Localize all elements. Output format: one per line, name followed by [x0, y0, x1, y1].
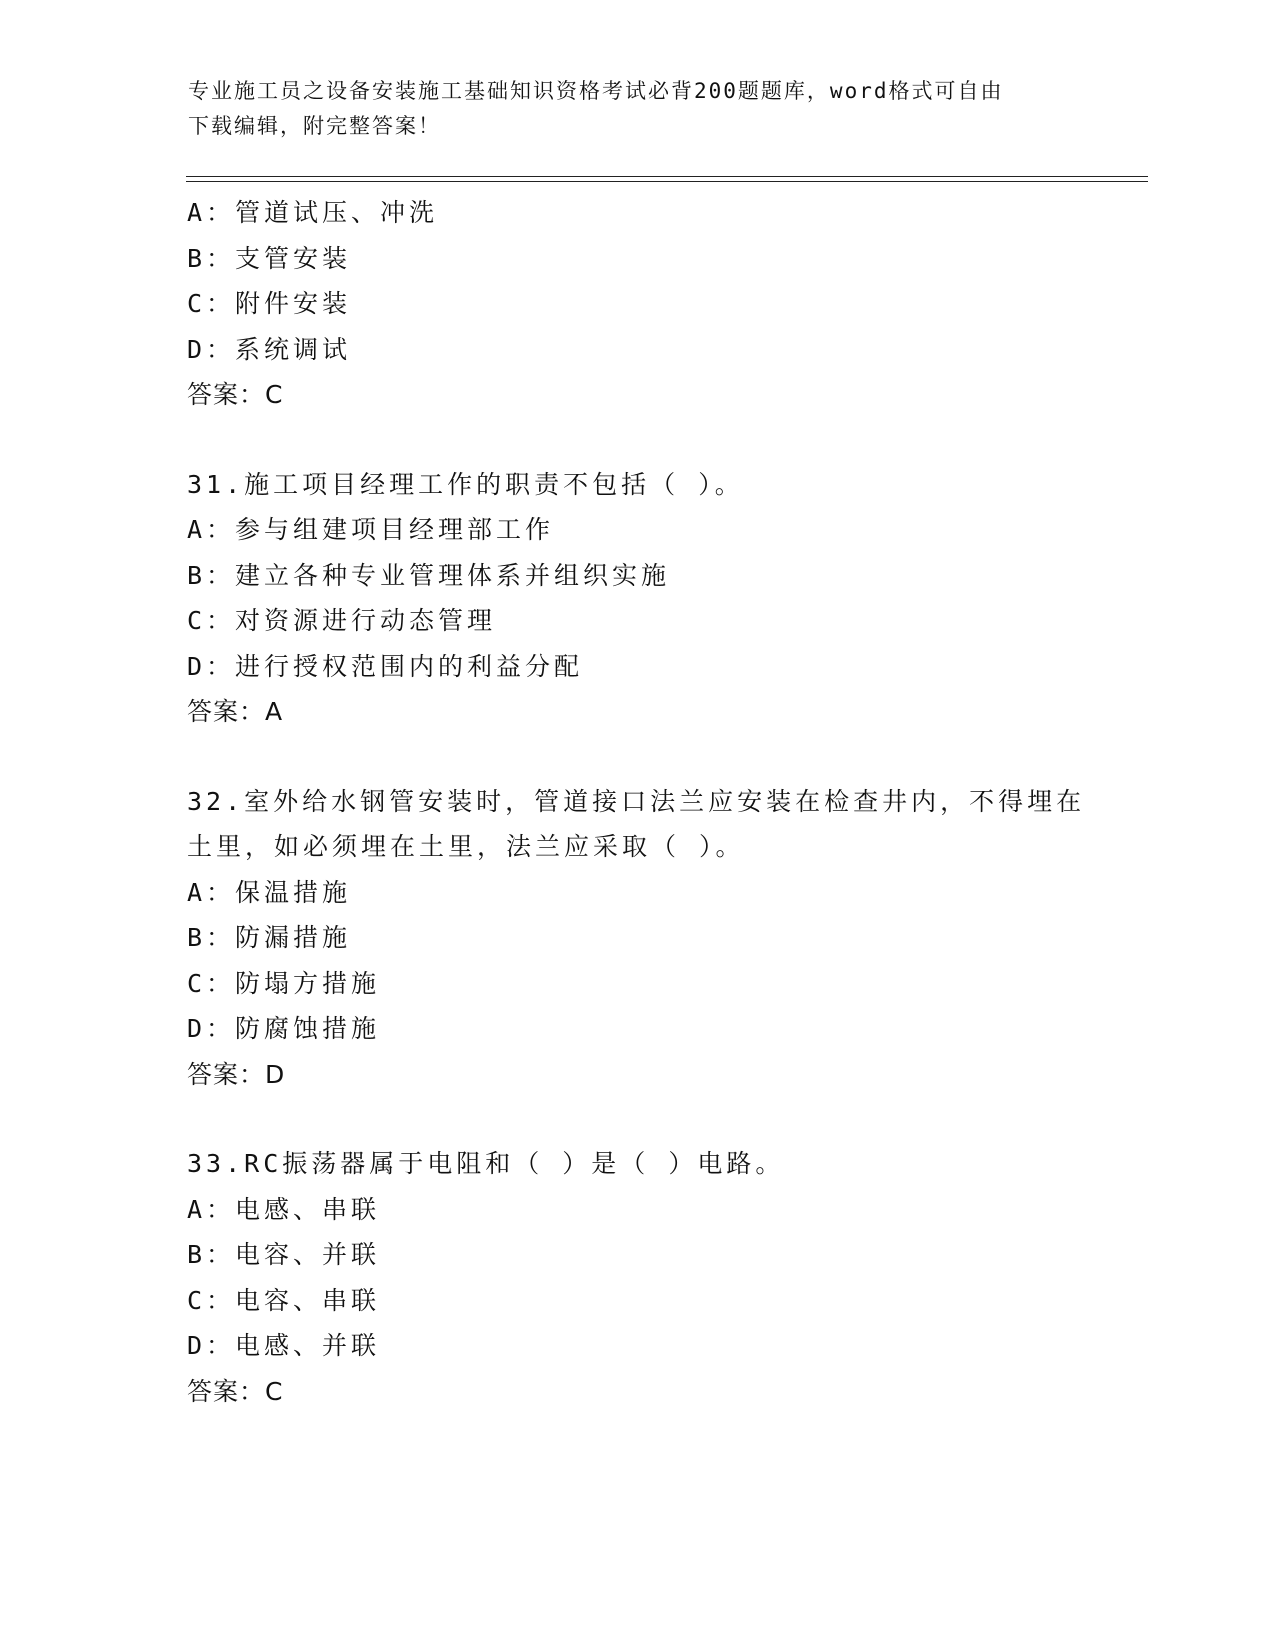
- answer: 答案：C: [187, 380, 284, 409]
- answer: 答案：A: [187, 697, 284, 726]
- option-b: B：电容、并联: [187, 1240, 381, 1269]
- option-c: C：电容、串联: [187, 1285, 381, 1315]
- question-text: 31.施工项目经理工作的职责不包括（ ）。: [187, 469, 744, 499]
- option-b: B：建立各种专业管理体系并组织实施: [187, 560, 671, 590]
- question-list: [187, 190, 1137, 1458]
- question-text: 33.RC振荡器属于电阻和（ ）是（ ）电路。: [187, 1149, 785, 1178]
- question-block-33: [187, 1141, 1137, 1414]
- header-line-1: 专业施工员之设备安装施工基础知识资格考试必背200题题库，word格式可自由: [188, 79, 1004, 103]
- option-a: A：保温措施: [187, 877, 352, 907]
- header-divider-bottom: [186, 181, 1148, 182]
- option-d: D：系统调试: [187, 334, 352, 364]
- option-a: A：电感、串联: [187, 1194, 381, 1224]
- question-block-32: [187, 779, 1137, 1098]
- option-c: C：对资源进行动态管理: [187, 606, 497, 635]
- answer: 答案：D: [187, 1059, 286, 1089]
- option-c: C：防塌方措施: [187, 968, 381, 998]
- option-b: B：支管安装: [187, 243, 352, 273]
- option-d: D：进行授权范围内的利益分配: [187, 651, 584, 681]
- option-d: D：电感、并联: [187, 1331, 381, 1360]
- option-d: D：防腐蚀措施: [187, 1014, 381, 1043]
- header-divider-top: [186, 176, 1148, 177]
- option-b: B：防漏措施: [187, 923, 352, 952]
- option-c: C：附件安装: [187, 289, 352, 318]
- answer: 答案：C: [187, 1376, 284, 1406]
- document-header: [188, 74, 1068, 144]
- question-block-30: [187, 190, 1137, 418]
- question-block-31: [187, 462, 1137, 735]
- header-line-2: 下载编辑，附完整答案！: [188, 114, 441, 138]
- question-text-line-1: 32.室外给水钢管安装时，管道接口法兰应安装在检查井内，不得埋在: [187, 786, 1086, 816]
- question-text-line-2: 土里，如必须埋在土里，法兰应采取（ ）。: [187, 832, 745, 861]
- option-a: A：参与组建项目经理部工作: [187, 515, 555, 544]
- option-a: A：管道试压、冲洗: [187, 198, 439, 227]
